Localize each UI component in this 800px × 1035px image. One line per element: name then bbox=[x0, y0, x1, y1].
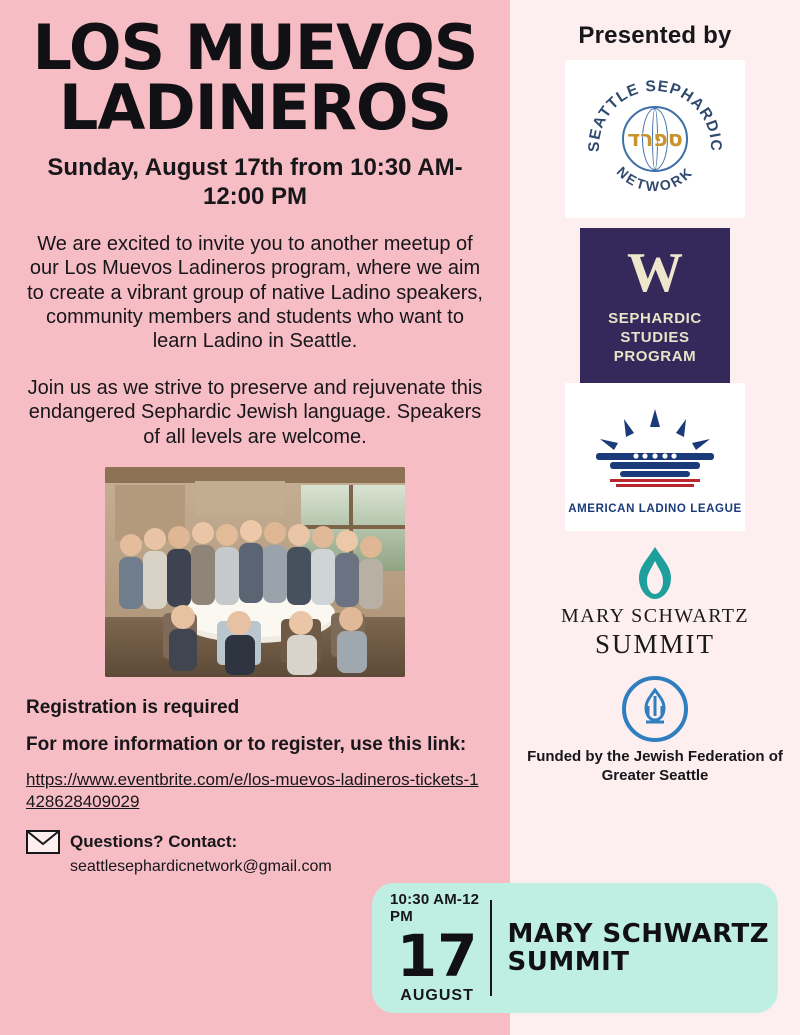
description-paragraph-1: We are excited to invite you to another meetup of our Los Muevos Ladineros program, where we aim to create a vibrant group of native Ladino speakers, community members and students who want to learn Ladino in Seattle. bbox=[27, 232, 483, 353]
more-information-note: For more information or to register, use this link: bbox=[26, 733, 467, 755]
uw-line-1: SEPHARDIC bbox=[608, 309, 702, 327]
ladino-league-mark-icon bbox=[580, 405, 730, 501]
contact-row bbox=[26, 830, 484, 854]
contact-email[interactable]: seattlesephardicnetwork@gmail.com bbox=[70, 857, 332, 875]
flame-icon bbox=[633, 545, 677, 601]
page-title: LOS MUEVOS LADINEROS bbox=[32, 11, 478, 145]
logo-mary-schwartz-summit bbox=[561, 545, 749, 660]
badge-event-name: MARY SCHWARTZ SUMMIT bbox=[507, 918, 770, 977]
registration-required-note: Registration is required bbox=[26, 696, 240, 718]
sponsor-column bbox=[507, 0, 800, 1035]
presented-by-heading: Presented by bbox=[578, 22, 732, 49]
date-badge bbox=[372, 883, 778, 1013]
badge-time: 10:30 AM-12 PM bbox=[390, 891, 480, 925]
uw-w-mark: W bbox=[627, 241, 683, 304]
logo-uw-sephardic-studies bbox=[580, 228, 730, 383]
registration-link[interactable]: https://www.eventbrite.com/e/los-muevos-ladineros-tickets-1428628409029 bbox=[26, 769, 479, 812]
svg-text:NETWORK: NETWORK bbox=[613, 163, 697, 195]
mss-line-1: MARY SCHWARTZ bbox=[561, 605, 749, 627]
logo-seattle-sephardic-network bbox=[565, 60, 745, 218]
event-datetime: Sunday, August 17th from 10:30 AM- 12:00 PM bbox=[47, 154, 463, 211]
ssn-hebrew-text: ספרד bbox=[627, 126, 683, 152]
federation-caption: Funded by the Jewish Federation of Greater Seattle bbox=[527, 748, 783, 784]
badge-divider bbox=[490, 900, 491, 996]
uw-line-2: STUDIES bbox=[620, 328, 690, 346]
logo-jewish-federation bbox=[510, 676, 800, 786]
badge-day: 17 bbox=[396, 922, 478, 990]
group-photo bbox=[105, 467, 405, 677]
menorah-circle-icon bbox=[622, 676, 688, 742]
envelope-icon bbox=[26, 830, 60, 854]
badge-month: AUGUST bbox=[400, 987, 474, 1004]
mss-line-2: SUMMIT bbox=[594, 629, 715, 659]
contact-label: Questions? Contact: bbox=[70, 831, 238, 851]
logo-american-ladino-league bbox=[565, 383, 745, 531]
svg-text:SEATTLE SEPHARDIC: SEATTLE SEPHARDIC bbox=[585, 77, 725, 153]
description-paragraph-2: Join us as we strive to preserve and rejuvenate this endangered Sephardic Jewish language. Speakers of all levels are welcome. bbox=[27, 376, 483, 448]
badge-date-block bbox=[390, 891, 484, 1005]
uw-line-3: PROGRAM bbox=[613, 348, 697, 366]
ssn-globe-icon bbox=[622, 106, 688, 172]
ssn-ring bbox=[585, 69, 725, 209]
ladino-league-label: AMERICAN LADINO LEAGUE bbox=[568, 503, 742, 515]
